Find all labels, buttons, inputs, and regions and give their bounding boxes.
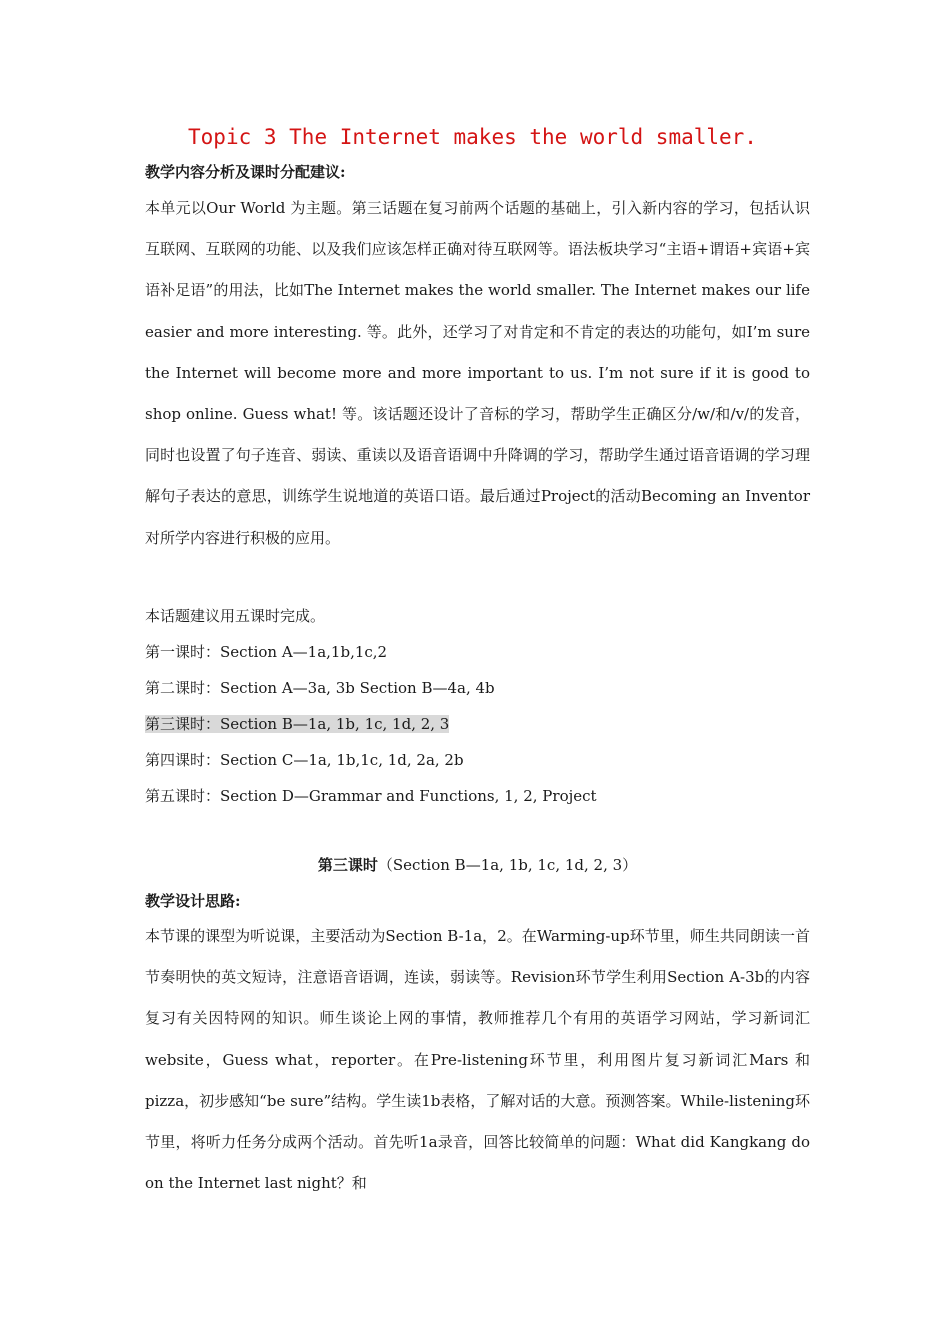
lesson-text: 第四课时：Section C—1a, 1b,1c, 1d, 2a, 2b <box>145 751 464 769</box>
lesson-text: 第二课时：Section A—3a, 3b Section B—4a, 4b <box>145 679 495 697</box>
lesson-item <box>145 641 387 663</box>
lesson-item <box>145 785 597 807</box>
lesson-item <box>145 749 464 771</box>
section-heading-analysis: 教学内容分析及课时分配建议: <box>145 163 346 181</box>
section-heading-design: 教学设计思路: <box>145 892 241 910</box>
lesson-item <box>145 677 495 699</box>
analysis-paragraph: 本单元以Our World 为主题。第三话题在复习前两个话题的基础上，引入新内容的学习，包括认识互联网、互联网的功能、以及我们应该怎样正确对待互联网等。语法板块学习“主语+谓语+宾语+宾语补足语”的用法，比如The Internet makes the world smaller. The Internet makes our life easier and more interesting. 等。此外，还学习了对肯定和不肯定的表达的功能句，如I’m sure the Internet will become more and more important to us. I’m not sure if it is good to shop online. Guess what! 等。该话题还设计了音标的学习，帮助学生正确区分/w/和/v/的发音，同时也设置了句子连音、弱读、重读以及语音语调中升降调的学习，帮助学生通过语音语调的学习理解句子表达的意思，训练学生说地道的英语口语。最后通过Project的活动Becoming an Inventor 对所学内容进行积极的应用。 <box>145 199 810 547</box>
lesson-heading-rest: （Section B—1a, 1b, 1c, 1d, 2, 3） <box>377 856 638 874</box>
design-paragraph: 本节课的课型为听说课，主要活动为Section B-1a，2。在Warming-up环节里，师生共同朗读一首节奏明快的英文短诗，注意语音语调，连读，弱读等。Revision环节学生利用Section A-3b的内容复习有关因特网的知识。师生谈论上网的事情，教师推荐几个有用的英语学习网站，学习新词汇website，Guess what，reporter。在Pre-listening环节里，利用图片复习新词汇Mars 和pizza，初步感知“be sure”结构。学生读1b表格，了解对话的大意。预测答案。While-listening环节里，将听力任务分成两个活动。首先听1a录音，回答比较简单的问题：What did Kangkang do on the Internet last night？和 <box>145 927 810 1193</box>
lesson-heading-bold: 第三课时 <box>317 856 378 874</box>
lesson-text: 第三课时：Section B—1a, 1b, 1c, 1d, 2, 3 <box>145 715 450 733</box>
lesson-item-highlighted <box>145 713 449 735</box>
page-title: Topic 3 The Internet makes the world smaller. <box>188 125 757 149</box>
lesson-suggestion: 本话题建议用五课时完成。 <box>145 607 326 625</box>
lesson-text: 第五课时：Section D—Grammar and Functions, 1, 2, Project <box>145 787 597 805</box>
lesson-heading <box>145 854 810 876</box>
lesson-text: 第一课时：Section A—1a,1b,1c,2 <box>145 643 388 661</box>
